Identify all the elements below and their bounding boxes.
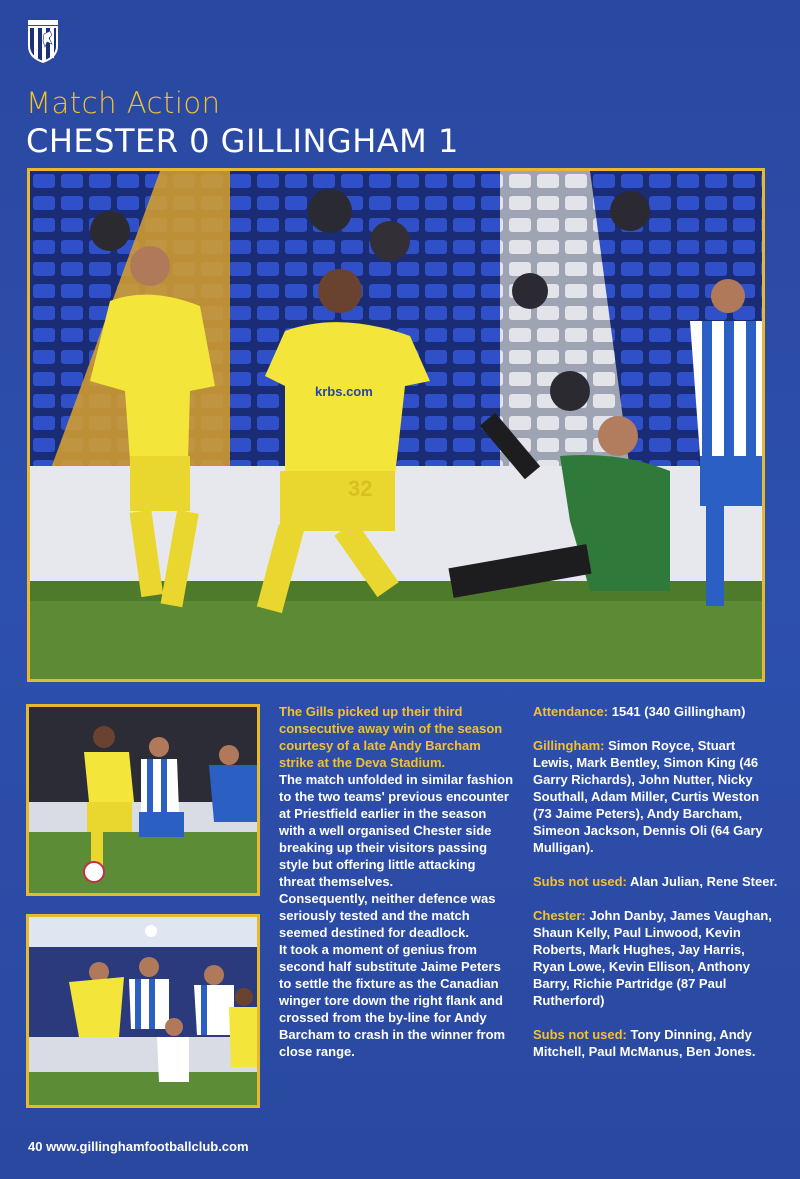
match-headline: CHESTER 0 GILLINGHAM 1	[26, 122, 459, 160]
attendance-label: Attendance:	[533, 704, 609, 719]
chester-lineup	[533, 907, 778, 1009]
report-paragraph: It took a moment of genius from second half substitute Jaime Peters to settle the fixture as the Canadian winger tore down the right flank and crossed from the by-line for Andy Barcham to crash in the winner from close range.	[279, 942, 506, 1059]
section-label: Match Action	[26, 86, 221, 120]
report-paragraph: The match unfolded in similar fashion to the two teams' previous encounter at Priestfield earlier in the season with a well organised Chester side breaking up their visitors passing style but offering little attacking threat themselves.	[279, 772, 514, 889]
chester-label: Chester:	[533, 908, 586, 923]
gillingham-subs-label: Subs not used:	[533, 874, 627, 889]
chester-subs-players: Tony Dinning, Andy Mitchell, Paul McManus, Ben Jones.	[533, 1027, 756, 1059]
match-report	[279, 703, 515, 1060]
report-paragraph: Consequently, neither defence was seriously tested and the match seemed destined for deadlock.	[279, 891, 496, 940]
club-crest-logo	[26, 20, 60, 64]
gillingham-subs	[533, 873, 778, 890]
attendance	[533, 703, 778, 720]
page-footer: 40 www.gillinghamfootballclub.com	[28, 1139, 249, 1154]
report-lead: The Gills picked up their third consecutive away win of the season courtesy of a late Andy Barcham strike at the Deva Stadium.	[279, 704, 503, 770]
shirt-sponsor: krbs.com	[315, 384, 373, 399]
chester-subs-label: Subs not used:	[533, 1027, 627, 1042]
shirt-number: 32	[348, 476, 373, 501]
gillingham-subs-players: Alan Julian, Rene Steer.	[626, 874, 778, 889]
chester-subs	[533, 1026, 778, 1060]
main-match-photo	[27, 168, 765, 682]
action-photo-2	[26, 914, 260, 1108]
gillingham-label: Gillingham:	[533, 738, 605, 753]
match-facts	[533, 703, 778, 1077]
action-photo-1	[26, 704, 260, 896]
chester-players: John Danby, James Vaughan, Shaun Kelly, Paul Linwood, Kevin Roberts, Mark Hughes, Jay Harris, Ryan Lowe, Kevin Ellison, Anthony Barry, Richie Partridge (87 Paul Rutherford)	[533, 908, 772, 1008]
gillingham-lineup	[533, 737, 778, 856]
attendance-value: 1541 (340 Gillingham)	[608, 704, 746, 719]
gillingham-players: Simon Royce, Stuart Lewis, Mark Bentley, Simon King (46 Garry Richards), John Nutter, Nicky Southall, Adam Miller, Curtis Weston (73 Jaime Peters), Andy Barcham, Simeon Jackson, Dennis Oli (64 Gary Mulligan).	[533, 738, 763, 855]
